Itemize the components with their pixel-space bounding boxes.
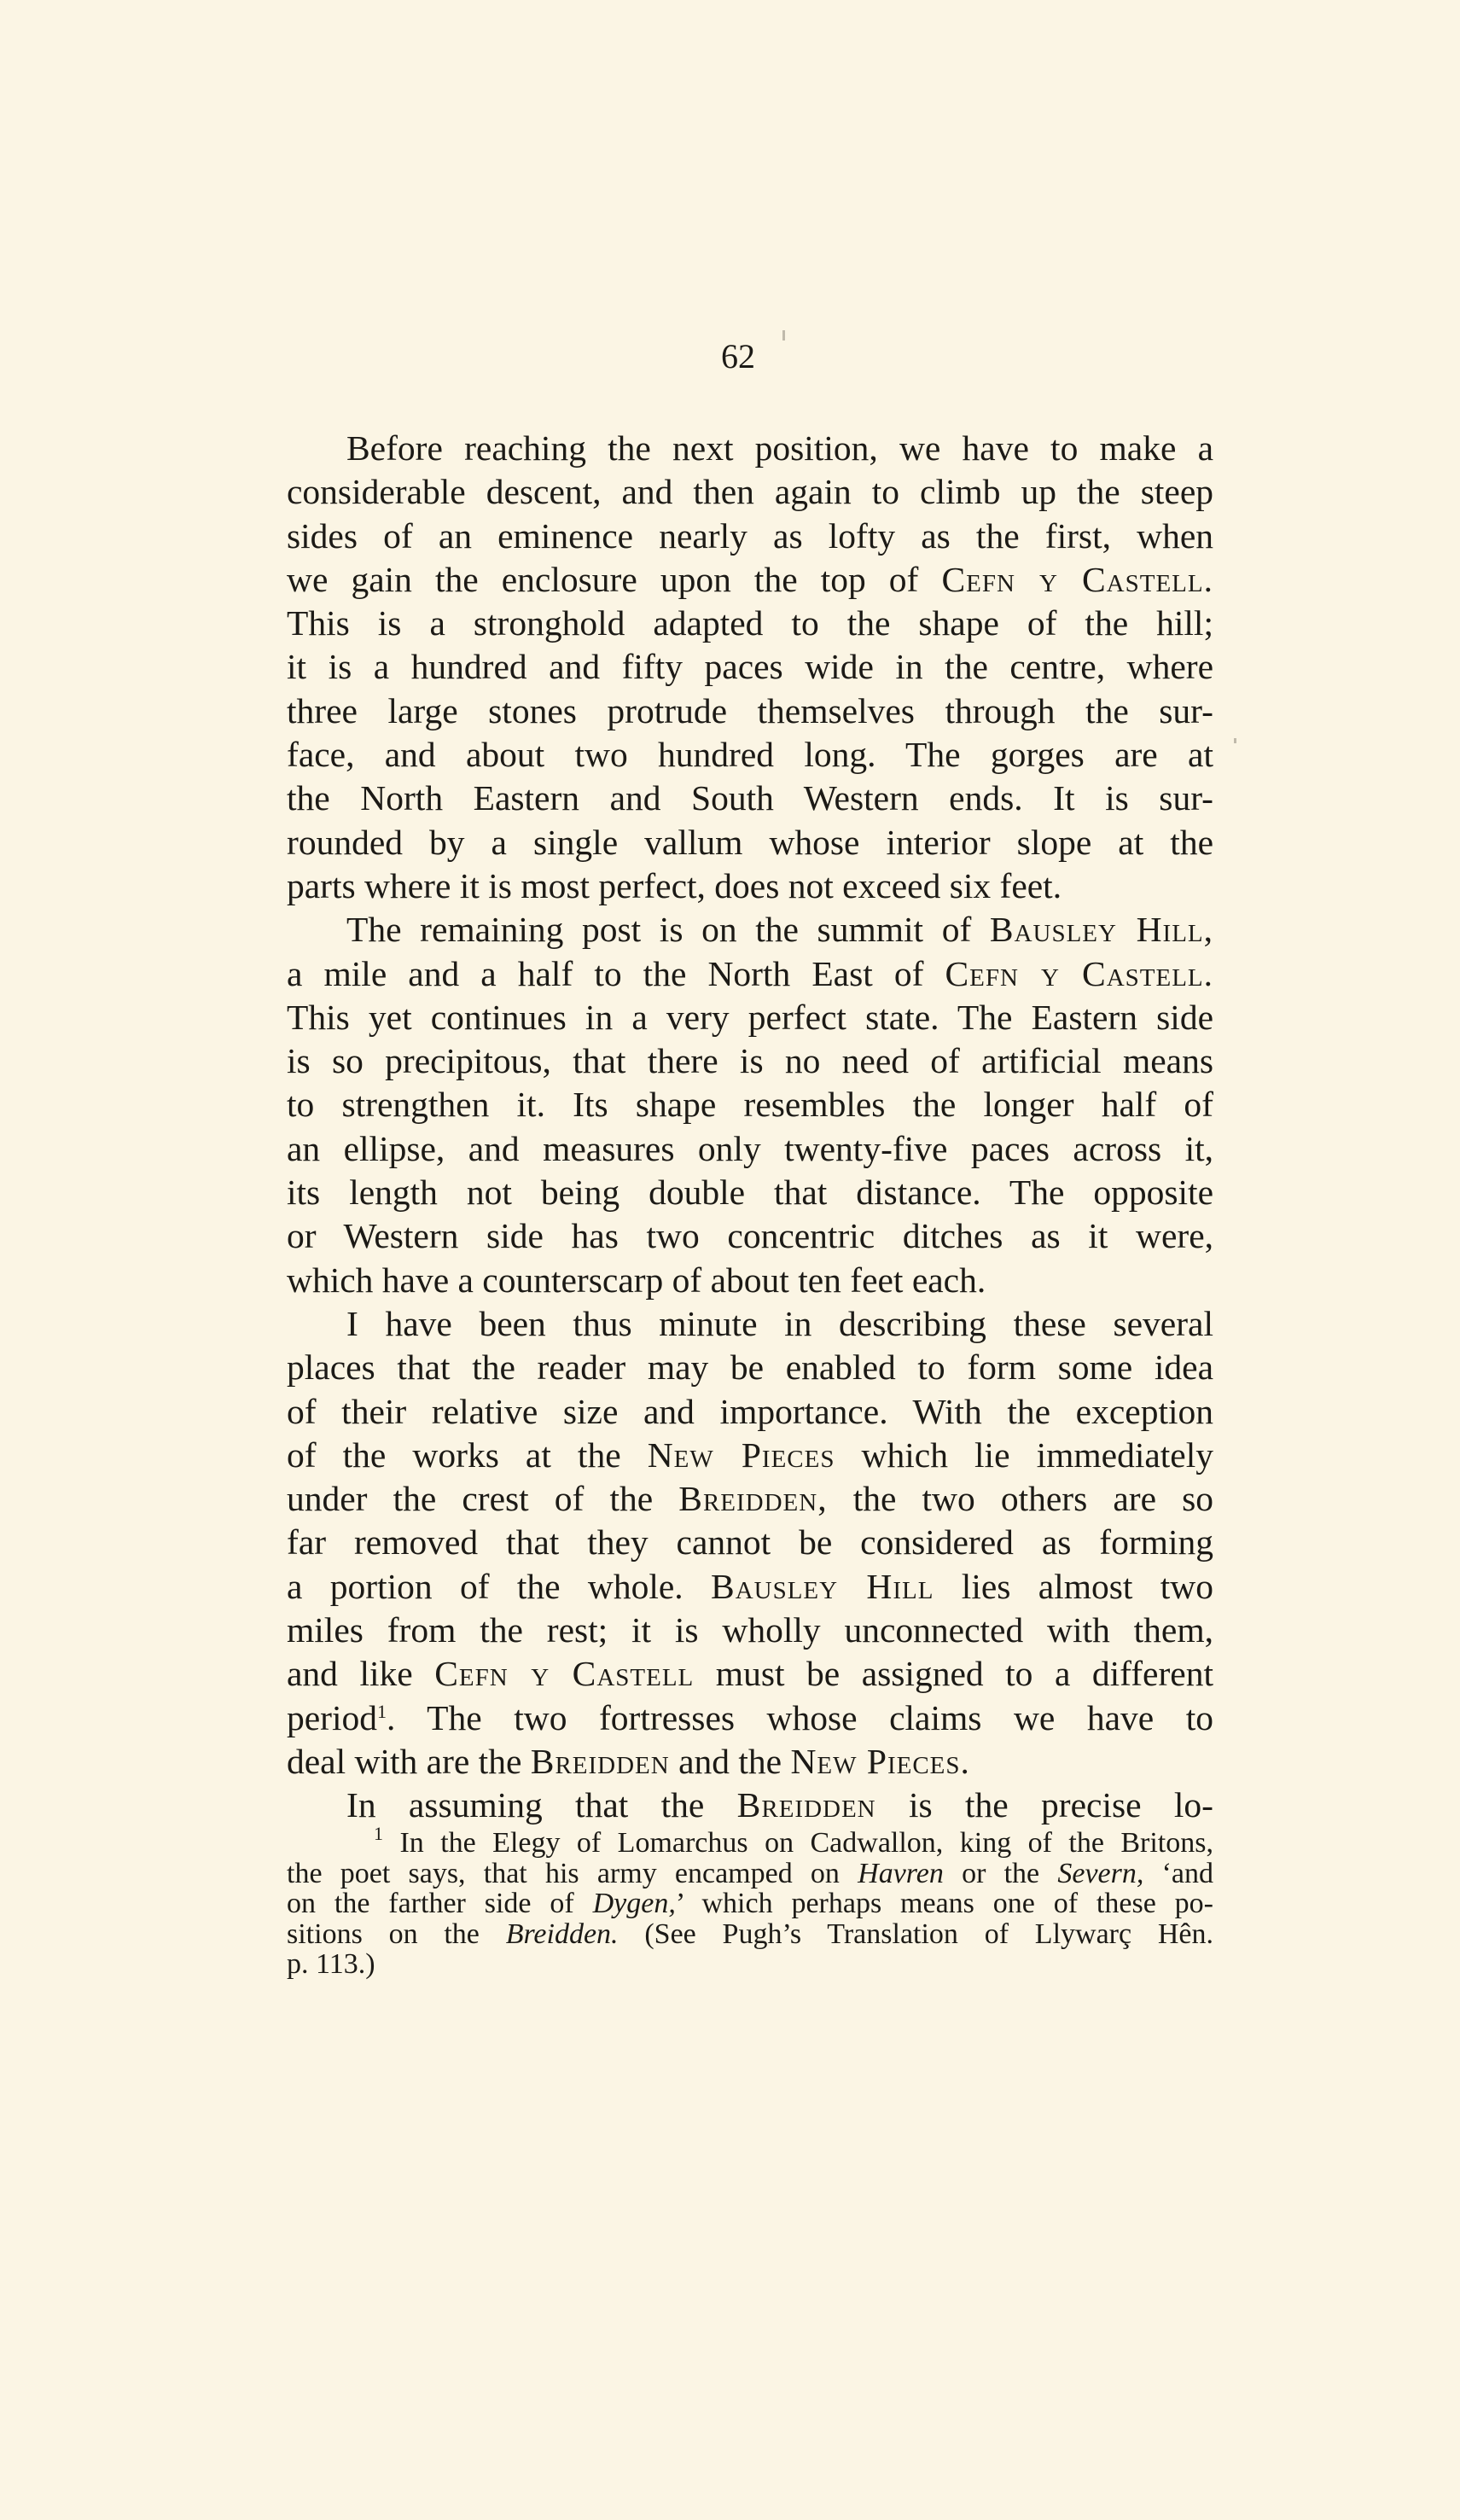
text-run: places that the reader may be enabled to form some idea (287, 1347, 1213, 1388)
text-run: The remaining post is on the summit of (346, 910, 990, 950)
text-run: This yet continues in a very perfect state. The Eastern side (287, 997, 1213, 1037)
body-line (287, 1652, 1213, 1696)
text-run: or Western side has two concentric ditches as it were, (287, 1216, 1213, 1256)
place-name: New Pieces (647, 1435, 835, 1475)
body-line (287, 864, 1213, 908)
text-run: it is a hundred and fifty paces wide in the centre, where (287, 647, 1213, 687)
text-run: deal with are the (287, 1741, 531, 1781)
text-run: three large stones protrude themselves through the sur- (287, 690, 1213, 730)
body-line (287, 908, 1213, 952)
text-run: must be assigned to a different (694, 1654, 1213, 1694)
body-line (287, 427, 1213, 470)
text-run: and the (669, 1741, 791, 1781)
body-line (287, 645, 1213, 689)
body-line (287, 1171, 1213, 1214)
body-line (287, 1521, 1213, 1564)
text-run: far removed that they cannot be considered as forming (287, 1522, 1213, 1563)
place-name: Bausley Hill, (989, 910, 1214, 950)
text-run: or the (943, 1857, 1058, 1889)
text-run: sitions on the (287, 1918, 506, 1950)
place-name: New Pieces. (790, 1741, 970, 1781)
body-line (287, 1565, 1213, 1609)
text-run: the poet says, that his army encamped on (287, 1857, 858, 1889)
text-run: ‘and (1143, 1857, 1213, 1889)
body-line (287, 952, 1213, 996)
body-line (287, 1740, 1213, 1784)
text-run: the two others are so (827, 1479, 1213, 1519)
body-line (287, 1346, 1213, 1389)
body-line (287, 515, 1213, 558)
body-line (287, 1039, 1213, 1083)
text-run: an ellipse, and measures only twenty-five paces across it, (287, 1128, 1213, 1168)
text-run: This is a stronghold adapted to the shape of the hill; (287, 603, 1213, 643)
italic-text: Dygen, (592, 1888, 676, 1919)
text-run: rounded by a single vallum whose interior slope at the (287, 822, 1213, 862)
text-run: miles from the rest; it is wholly unconnected with them, (287, 1610, 1213, 1650)
footnote-line (287, 1919, 1213, 1950)
place-name: Cefn y Castell (434, 1654, 695, 1694)
text-run: In assuming that the (346, 1785, 737, 1825)
body-line (287, 1214, 1213, 1258)
margin-speck (782, 330, 785, 340)
text-run: In the Elegy of Lomarchus on Cadwallon, king of the Britons, (383, 1827, 1213, 1859)
body-text (287, 427, 1213, 1828)
body-line (287, 558, 1213, 602)
text-run: considerable descent, and then again to climb up the steep (287, 472, 1213, 512)
body-line (287, 1259, 1213, 1302)
body-line (287, 1302, 1213, 1346)
body-line (287, 1434, 1213, 1477)
text-run: (See Pugh’s Translation of Llywarç Hên. (618, 1918, 1214, 1950)
text-run: on the farther side of (287, 1888, 593, 1919)
footnote-line (287, 1949, 1213, 1980)
body-line (287, 1609, 1213, 1652)
text-run: is the precise lo- (875, 1785, 1213, 1825)
body-line (287, 821, 1213, 864)
body-line (287, 1127, 1213, 1171)
footnote-line (287, 1889, 1213, 1919)
italic-text: Havren (858, 1857, 944, 1889)
body-line (287, 996, 1213, 1039)
text-run: of their relative size and importance. With the exception (287, 1391, 1213, 1431)
body-line (287, 1696, 1213, 1740)
text-run: under the crest of the (287, 1479, 679, 1519)
text-run: Before reaching the next position, we have to make a (346, 428, 1213, 468)
body-line (287, 690, 1213, 733)
body-line (287, 470, 1213, 514)
page-number: 62 (721, 337, 755, 375)
footnotes (287, 1823, 1214, 1980)
italic-text: Severn, (1057, 1857, 1144, 1889)
text-run: and like (287, 1654, 435, 1694)
place-name: Cefn y Castell. (945, 953, 1213, 993)
body-line (287, 1083, 1213, 1126)
body-line (287, 1784, 1213, 1827)
text-run: its length not being double that distance. The opposite (287, 1173, 1213, 1213)
text-run: is so precipitous, that there is no need of artificial means (287, 1041, 1213, 1081)
place-name: Breidden (530, 1741, 670, 1781)
body-line (287, 1477, 1213, 1521)
text-run: I have been thus minute in describing these several (346, 1303, 1213, 1343)
italic-text: Breidden. (505, 1918, 619, 1950)
text-run: of the works at the (287, 1435, 648, 1475)
text-run: lies almost two (934, 1566, 1213, 1606)
body-line (287, 602, 1213, 645)
text-run: period (287, 1697, 378, 1737)
text-run: which lie immediately (835, 1435, 1214, 1475)
text-run: a portion of the whole. (287, 1566, 712, 1606)
text-run: ’ which perhaps means one of these po- (675, 1888, 1213, 1919)
body-line (287, 1390, 1213, 1434)
text-run: face, and about two hundred long. The gorges are at (287, 735, 1213, 775)
margin-speck (1234, 738, 1236, 743)
place-name: Bausley Hill (711, 1566, 934, 1606)
body-line (287, 777, 1213, 820)
place-name: Breidden (736, 1785, 876, 1825)
text-run: to strengthen it. Its shape resembles the longer half of (287, 1085, 1213, 1125)
text-run: we gain the enclosure upon the top of (287, 559, 942, 599)
body-line (287, 733, 1213, 777)
text-run: a mile and a half to the North East of (287, 953, 945, 993)
text-run: which have a counterscarp of about ten feet each. (287, 1260, 986, 1300)
text-run: p. 113.) (287, 1948, 375, 1980)
text-run: the North Eastern and South Western ends. It is sur- (287, 778, 1213, 818)
footnote-marker: 1 (374, 1823, 383, 1844)
place-name: Cefn y Castell. (941, 559, 1213, 599)
footnote-line (287, 1859, 1213, 1889)
text-run: . The two fortresses whose claims we have to (387, 1697, 1213, 1737)
text-run: sides of an eminence nearly as lofty as the first, when (287, 515, 1213, 556)
footnote-line (287, 1823, 1213, 1859)
text-run: parts where it is most perfect, does not exceed six feet. (287, 865, 1062, 905)
place-name: Breidden, (678, 1479, 828, 1519)
footnote-marker: 1 (377, 1700, 387, 1722)
